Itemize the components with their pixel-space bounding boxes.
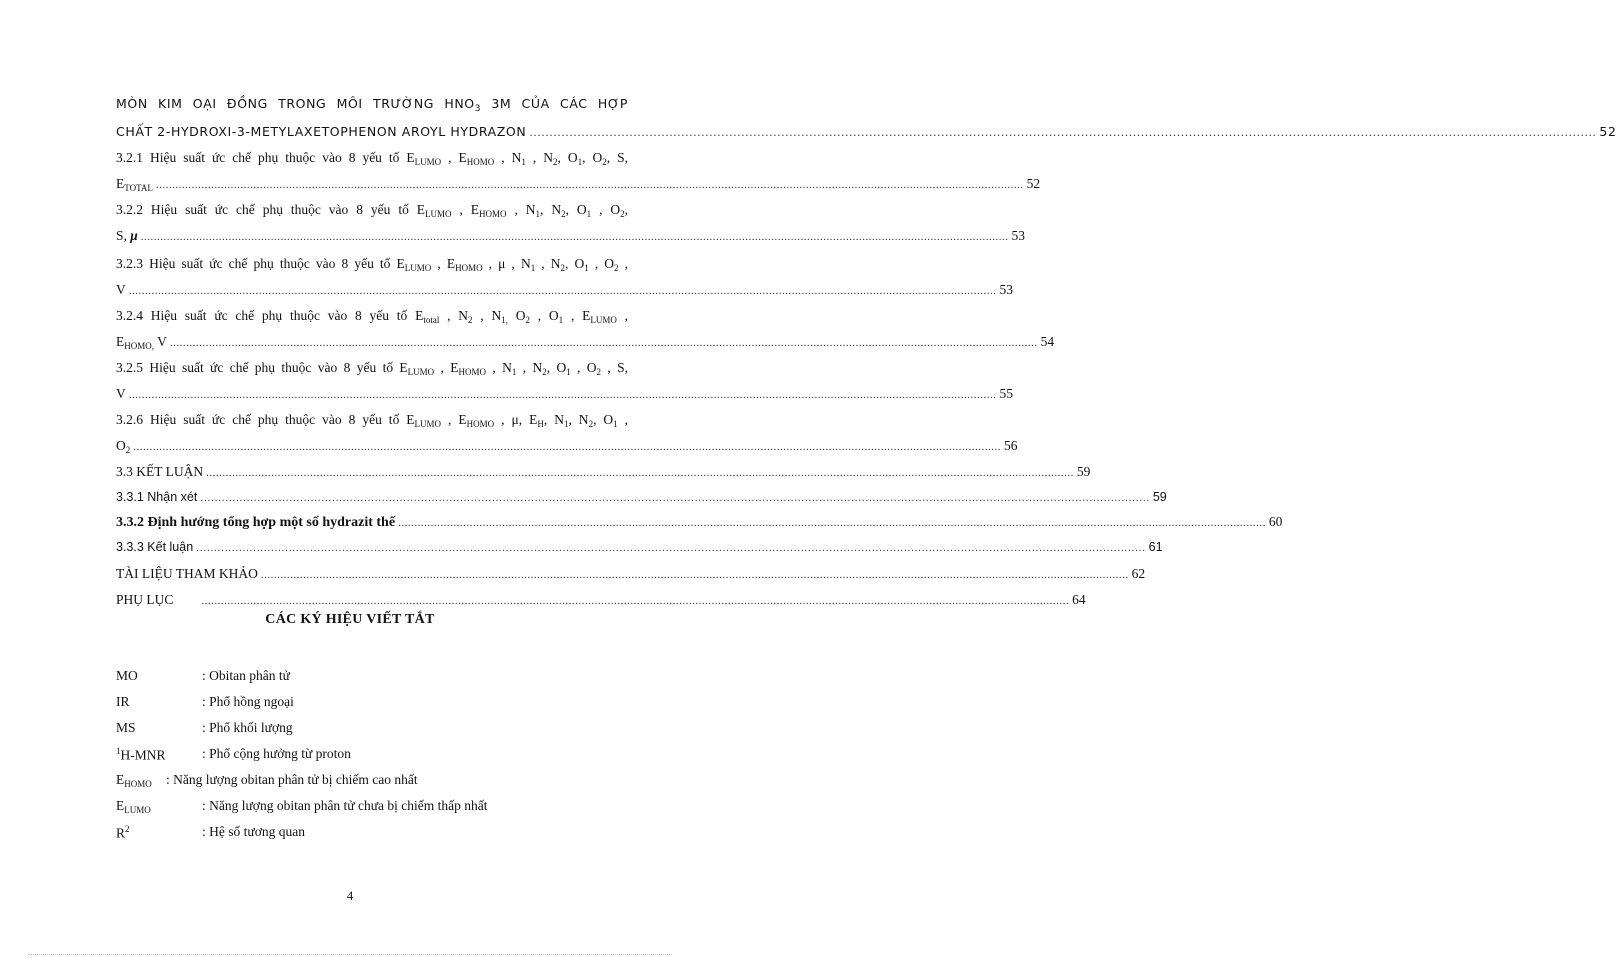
toc-entry-title-line1: MÒN KIM OẠI ĐỒNG TRONG MÔI TRƯỜNG $HNO_3$ 3M CỦA CÁC HỢP <box>116 96 629 114</box>
toc-entry-3-2-3: 3.2.3 Hiệu suất ức chế phụ thuộc vào 8 yếu tố $E_{LUMO}$ , $E_{HOMO}$ , μ , $N_1$ , $N_2$, $O_1$ , $O_2$ , <box>116 256 629 273</box>
page-ref: 56 <box>1004 438 1018 453</box>
document-page: MÒN KIM OẠI ĐỒNG TRONG MÔI TRƯỜNG $HNO_3$ 3M CỦA CÁC HỢP CHẤT 2-HYDROXI-3-METYLAXETOPHENON AROYL HYDRAZON ........................................................................................................................................................................................................................................................................... 52 3.2.1 Hiệu suất ức chế phụ thuộc vào 8 yếu tố $E_{LUMO}$ , $E_{HOMO}$ , $N_1$ , $N_2$, $O_1$, $O_2$, S, $E_{TOTAL}$ ........................................................................................................................................................................................................................................................................... 52 3.2.2 Hiệu suất ức chế phụ thuộc vào 8 yếu tố $E_{LUMO}$ , $E_{HOMO}$ , $N_1$, $N_2$, $O_1$ , $O_2$, S, μ ........................................................................................................................................................................................................................................................................... 53 3.2.3 Hiệu suất ức chế phụ thuộc vào 8 yếu tố $E_{LUMO}$ , $E_{HOMO}$ , μ , $N_1$ , $N_2$, $O_1$ , $O_2$ , V ........................................................................................................................................................................................................................................................................... 53 3.2.4 Hiệu suất ức chế phụ thuộc vào 8 yếu tố $E_{total}$ , $N_2$ , $N_{1,}$ $O_2$ , $O_1$ , $E_{LUMO}$ , $E_{HOMO,}$ V ........................................................................................................................................................................................................................................................................... 54 3.2.5 Hiệu suất ức chế phụ thuộc vào 8 yếu tố $E_{LUMO}$ , $E_{HOMO}$ , $N_1$ , $N_2$, $O_1$ , $O_2$ , S, V ........................................................................................................................................................................................................................................................................... 55 3.2.6 Hiệu suất ức chế phụ thuộc vào 8 yếu tố $E_{LUMO}$ , $E_{HOMO}$ , μ, $E_H$, $N_1$, $N_2$, $O_1$ , $O_2$ ........................................................................................................................................................................................................................................................................... 56 3.3 KẾT LUẬN ........................................................................................................................................................................................................................................................................... 59 3.3.1 Nhận xét ........................................................................................................................................................................................................................................................................... 59 3.3.2 Định hướng tổng hợp một số hydrazit thế ........................................................................................................................................................................................................................................................................... 60 3.3.3 Kết luận ........................................................................................................................................................................................................................................................................... 61 TÀI LIỆU THAM KHẢO ........................................................................................................................................................................................................................................................................... 62 PHỤ LỤC ........................................................................................................................................................................................................................................................................... 64 CÁC KÝ HIỆU VIẾT TẮT MO : Obitan phân tử IR : Phổ hồng ngoại MS : Phổ khối lượng $^1$H-MNR : Phổ cộng hưởng từ proton $E_{HOMO}$ : Năng lượng obitan phân tử bị chiếm cao nhất $E_{LUMO}$ : Năng lượng obitan phân tử chưa bị chiếm thấp nhất $R^2$ : Hệ số tương quan 4 <box>0 0 700 960</box>
page-ref: 53 <box>999 282 1013 297</box>
page-ref: 54 <box>1040 334 1055 349</box>
toc-entry-3-2-5-cont: V ........................................................................................................................................................................................................................................................................... 55 <box>116 386 1013 401</box>
toc-entry-3-2-1: 3.2.1 Hiệu suất ức chế phụ thuộc vào 8 yếu tố $E_{LUMO}$ , $E_{HOMO}$ , $N_1$ , $N_2$, $O_1$, $O_2$, S, <box>116 150 629 167</box>
page-ref: 52 <box>1599 124 1617 139</box>
page-ref: 52 <box>1026 176 1041 191</box>
toc-entry-3-2-2: 3.2.2 Hiệu suất ức chế phụ thuộc vào 8 yếu tố $E_{LUMO}$ , $E_{HOMO}$ , $N_1$, $N_2$, $O_1$ , $O_2$, <box>116 202 629 219</box>
page-ref: 55 <box>999 386 1013 401</box>
toc-entry-3-2-3-cont: V ........................................................................................................................................................................................................................................................................... 53 <box>116 282 1013 297</box>
page-ref: 61 <box>1148 540 1163 554</box>
toc-entry-references: TÀI LIỆU THAM KHẢO ........................................................................................................................................................................................................................................................................... 62 <box>116 566 1146 581</box>
toc-entry-3-2-4: 3.2.4 Hiệu suất ức chế phụ thuộc vào 8 yếu tố $E_{total}$ , $N_2$ , $N_{1,}$ $O_2$ , $O_1$ , $E_{LUMO}$ , <box>116 308 629 325</box>
toc-entry-appendix: PHỤ LỤC ........................................................................................................................................................................................................................................................................... 64 <box>116 592 1086 607</box>
toc-entry-title-line2: CHẤT 2-HYDROXI-3-METYLAXETOPHENON AROYL HYDRAZON ........................................................................................................................................................................................................................................................................... 52 <box>116 124 1617 139</box>
toc-entry-3-2-2-cont: S, μ ........................................................................................................................................................................................................................................................................... 53 <box>116 228 1026 243</box>
page-ref: 64 <box>1072 592 1086 607</box>
page-ref: 60 <box>1268 514 1283 529</box>
page-bottom-divider <box>28 954 672 955</box>
toc-entry-3-2-4-cont: $E_{HOMO,}$ V ........................................................................................................................................................................................................................................................................... 54 <box>116 334 1055 351</box>
toc-entry-3-3-1: 3.3.1 Nhận xét ........................................................................................................................................................................................................................................................................... 59 <box>116 490 1167 504</box>
toc-entry-3-2-6-cont: $O_2$ ........................................................................................................................................................................................................................................................................... 56 <box>116 438 1018 455</box>
page-number: 4 <box>346 888 354 903</box>
page-ref: 62 <box>1131 566 1146 581</box>
toc-entry-3-3-2: 3.3.2 Định hướng tổng hợp một số hydrazit thế ........................................................................................................................................................................................................................................................................... 60 <box>116 514 1283 530</box>
toc-entry-3-3-3: 3.3.3 Kết luận ........................................................................................................................................................................................................................................................................... 61 <box>116 540 1163 554</box>
toc-entry-3-2-1-cont: $E_{TOTAL}$ ........................................................................................................................................................................................................................................................................... 52 <box>116 176 1041 193</box>
toc-entry-3-2-6: 3.2.6 Hiệu suất ức chế phụ thuộc vào 8 yếu tố $E_{LUMO}$ , $E_{HOMO}$ , μ, $E_H$, $N_1$, $N_2$, $O_1$ , <box>116 412 629 429</box>
abbreviations-heading: CÁC KÝ HIỆU VIẾT TẮT <box>265 612 435 627</box>
page-ref: 59 <box>1152 490 1167 504</box>
page-ref: 53 <box>1011 228 1026 243</box>
toc-entry-3-3: 3.3 KẾT LUẬN ........................................................................................................................................................................................................................................................................... 59 <box>116 464 1091 479</box>
toc-entry-3-2-5: 3.2.5 Hiệu suất ức chế phụ thuộc vào 8 yếu tố $E_{LUMO}$ , $E_{HOMO}$ , $N_1$ , $N_2$, $O_1$ , $O_2$ , S, <box>116 360 629 377</box>
page-ref: 59 <box>1076 464 1091 479</box>
